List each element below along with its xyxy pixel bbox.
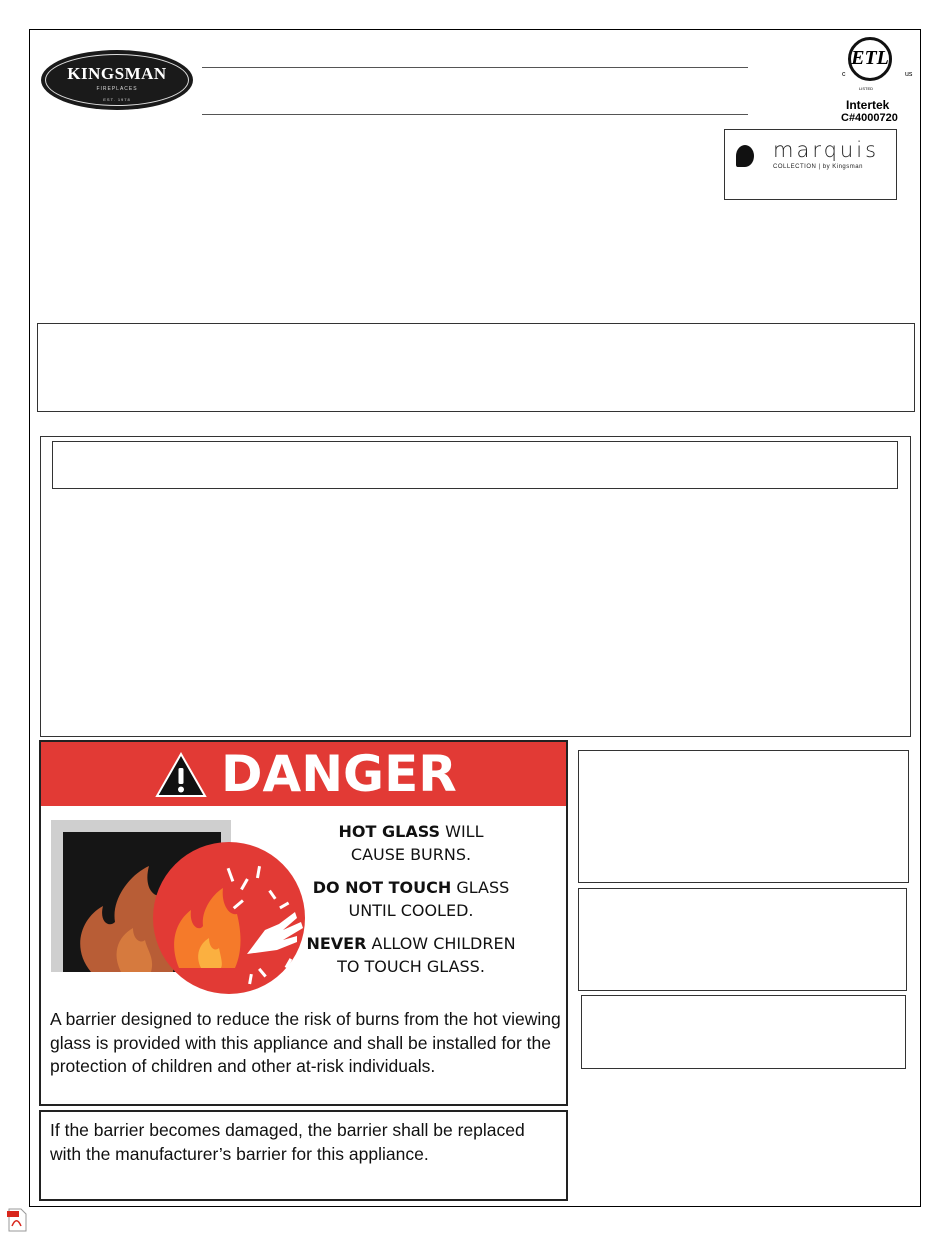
control-number: C#4000720 <box>841 112 898 124</box>
barrier-notice <box>39 1110 568 1201</box>
marquis-subtitle: COLLECTION | by Kingsman <box>773 164 863 170</box>
danger-message-line2: TO TOUCH GLASS. <box>337 957 485 976</box>
notice-box <box>37 323 915 412</box>
kingsman-logo-name: KINGSMAN <box>67 64 167 83</box>
side-box-2 <box>578 888 907 991</box>
etl-country-us: us <box>905 71 913 78</box>
danger-heading: DANGER <box>221 745 457 803</box>
barrier-notice-text: If the barrier becomes damaged, the barrier shall be replaced with the manufacturer’s barrier for this appliance. <box>50 1120 525 1164</box>
marquis-logo <box>724 129 897 200</box>
pdf-file-icon[interactable] <box>6 1208 28 1232</box>
warning-section-header <box>52 441 898 489</box>
kingsman-logo-est: EST. 1978 <box>103 97 131 102</box>
danger-message-bold: DO NOT TOUCH <box>312 878 452 897</box>
marquis-flame-icon <box>736 145 754 167</box>
danger-message <box>281 932 541 978</box>
warning-triangle-icon <box>155 752 207 798</box>
danger-message <box>281 876 541 922</box>
etl-mark: ETL <box>848 37 892 81</box>
kingsman-logo <box>41 50 193 110</box>
marquis-wordmark: marquis <box>773 138 880 162</box>
danger-body-text: A barrier designed to reduce the risk of burns from the hot viewing glass is provided with this appliance and shall be installed for the protection of children and other at-risk individuals. <box>50 1009 561 1076</box>
etl-country-c: c <box>842 71 846 78</box>
hot-glass-fire-icon <box>51 818 313 1000</box>
danger-message-bold: NEVER <box>306 934 367 953</box>
danger-messages <box>281 820 541 988</box>
danger-message <box>281 820 541 866</box>
danger-header <box>41 742 566 806</box>
danger-message-line2: CAUSE BURNS. <box>350 845 472 864</box>
side-box-1 <box>578 750 909 883</box>
intertek-label: Intertek <box>846 98 890 112</box>
danger-message-rest: ALLOW CHILDREN <box>366 934 516 953</box>
danger-message-line2: UNTIL COOLED. <box>348 901 474 920</box>
etl-listed: LISTED <box>859 86 874 91</box>
title-rule-bottom <box>202 114 748 115</box>
danger-message-rest: WILL <box>440 822 484 841</box>
danger-message-rest: GLASS <box>451 878 510 897</box>
danger-label <box>39 740 568 1106</box>
title-rule-top <box>202 67 748 68</box>
danger-message-bold: HOT GLASS <box>338 822 441 841</box>
side-box-3 <box>581 995 906 1069</box>
kingsman-logo-sub: FIREPLACES <box>96 86 138 92</box>
